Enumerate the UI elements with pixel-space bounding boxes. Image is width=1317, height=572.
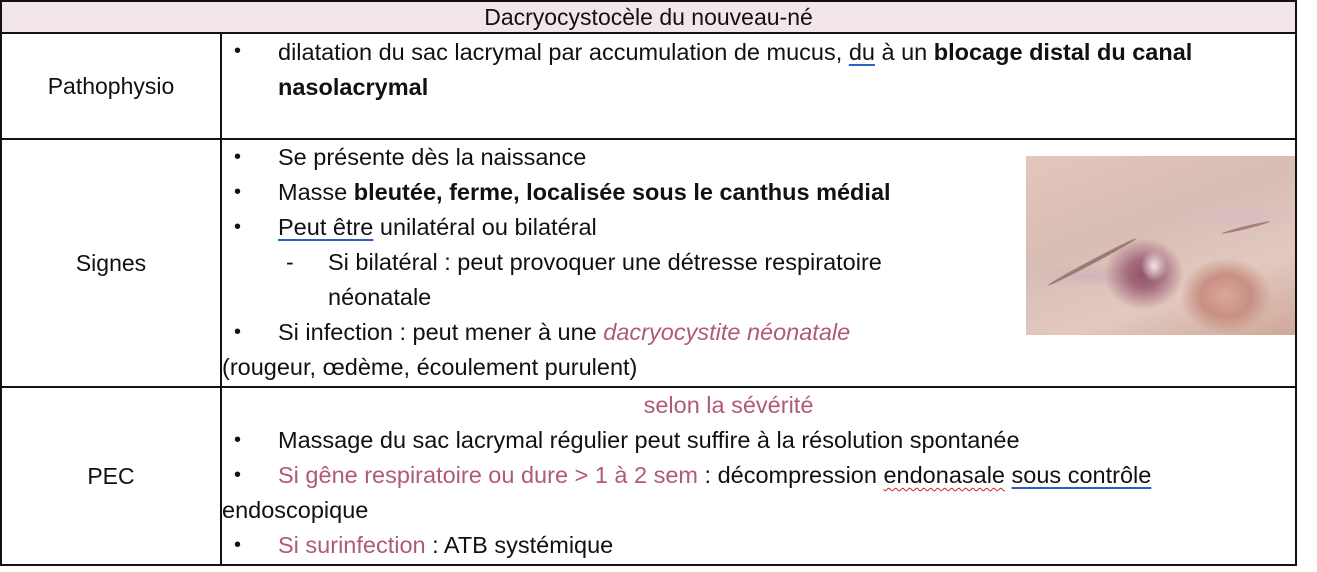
list-item: • Masse bleutée, ferme, localisée sous le canthus médial <box>222 175 982 210</box>
dash-icon: - <box>286 249 294 275</box>
bullet-icon: • <box>234 429 242 451</box>
grammar-flag: Peut être <box>278 214 374 240</box>
list-item: • Si surinfection : ATB systémique <box>222 528 1212 563</box>
list-item: • dilatation du sac lacrymal par accumulation de mucus, du à un blocage distal du canal nasolacrymal <box>222 34 1295 105</box>
row-label-signes: Signes <box>1 139 221 387</box>
list-item: • Massage du sac lacrymal régulier peut suffire à la résolution spontanée <box>222 423 1212 458</box>
pathophysio-list <box>222 34 1295 105</box>
list-item: • Peut être unilatéral ou bilatéral <box>222 210 982 245</box>
pec-content <box>221 387 1296 565</box>
sub-list-item: - Si bilatéral : peut provoquer une détresse respiratoire néonatale <box>222 245 908 315</box>
table-title: Dacryocystocèle du nouveau-né <box>1 1 1296 33</box>
signes-list <box>222 140 982 385</box>
row-label-pathophysio: Pathophysio <box>1 33 221 139</box>
spelling-flag: endonasale <box>883 462 1005 488</box>
bullet-icon: • <box>234 181 242 203</box>
bullet-icon: • <box>234 146 242 168</box>
signes-content <box>221 139 1296 387</box>
list-item: • Si infection : peut mener à une dacryocystite néonatale (rougeur, œdème, écoulement purulent) <box>222 315 912 385</box>
pathophysio-content <box>221 33 1296 139</box>
grammar-flag: sous contrôle <box>1011 462 1152 488</box>
pec-list <box>222 423 1212 563</box>
row-label-pec: PEC <box>1 387 221 565</box>
grammar-flag: du <box>848 39 875 65</box>
bullet-icon: • <box>234 321 242 343</box>
list-item: • Se présente dès la naissance <box>222 140 982 175</box>
list-item: • Si gêne respiratoire ou dure > 1 à 2 sem : décompression endonasale sous contrôle endoscopique <box>222 458 1212 528</box>
bullet-icon: • <box>234 464 242 486</box>
newborn-dacryocystocele-photo <box>1026 156 1295 335</box>
pec-intro: selon la sévérité <box>643 392 814 418</box>
bullet-icon: • <box>234 216 242 238</box>
bullet-icon: • <box>234 40 242 62</box>
closed-eyelid-left <box>1047 237 1137 287</box>
bullet-icon: • <box>234 534 242 556</box>
closed-eyelid-right <box>1221 220 1270 235</box>
